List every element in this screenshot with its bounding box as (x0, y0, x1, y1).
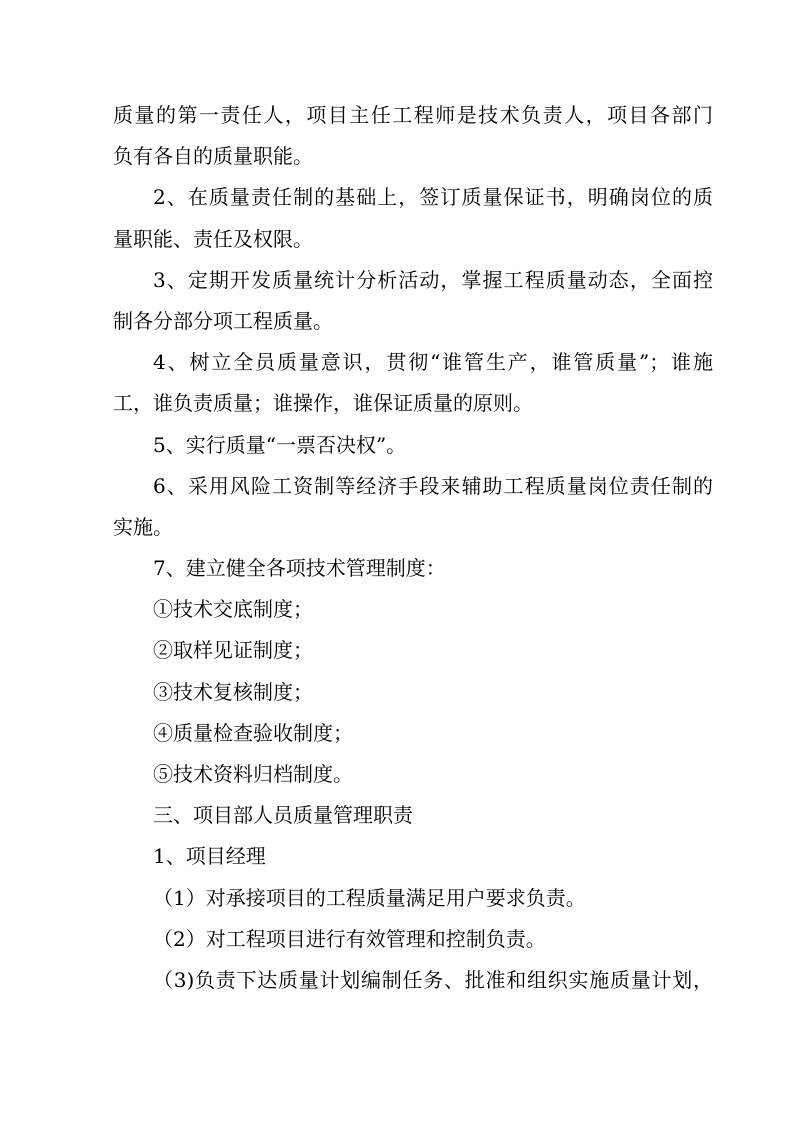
list-item: （3)负责下达质量计划编制任务、批准和组织实施质量计划， (153, 967, 713, 992)
list-item: ③技术复核制度； (153, 679, 313, 704)
list-item: ④质量检查验收制度； (153, 720, 353, 745)
list-item: （2）对工程项目进行有效管理和控制负责。 (153, 926, 546, 951)
paragraph-line: 实施。 (113, 514, 173, 539)
paragraph-line: 制各分部分项工程质量。 (113, 308, 333, 333)
paragraph-line: 5、实行质量“一票否决权”。 (153, 432, 407, 457)
paragraph-line: 负有各自的质量职能。 (113, 144, 313, 169)
paragraph-line: 6、采用风险工资制等经济手段来辅助工程质量岗位责任制的 (153, 473, 713, 498)
list-item: ①技术交底制度； (153, 597, 313, 622)
list-item: ②取样见证制度； (153, 638, 313, 663)
paragraph-line: 工，谁负责质量；谁操作，谁保证质量的原则。 (113, 391, 533, 416)
paragraph-line: 质量的第一责任人，项目主任工程师是技术负责人，项目各部门 (113, 103, 713, 127)
paragraph-line: 4、树立全员质量意识，贯彻“谁管生产，谁管质量”；谁施 (153, 350, 713, 375)
paragraph-line: 3、定期开发质量统计分析活动，掌握工程质量动态，全面控 (153, 267, 713, 292)
paragraph-line: 2、在质量责任制的基础上，签订质量保证书，明确岗位的质 (153, 185, 713, 210)
section-heading: 三、项目部人员质量管理职责 (153, 803, 413, 828)
subsection-heading: 1、项目经理 (153, 844, 266, 869)
paragraph-line: 7、建立健全各项技术管理制度： (153, 556, 446, 581)
paragraph-line: 量职能、责任及权限。 (113, 226, 313, 251)
list-item: ⑤技术资料归档制度。 (153, 762, 353, 786)
list-item: （1）对承接项目的工程质量满足用户要求负责。 (153, 885, 586, 910)
document-body (113, 95, 713, 1001)
